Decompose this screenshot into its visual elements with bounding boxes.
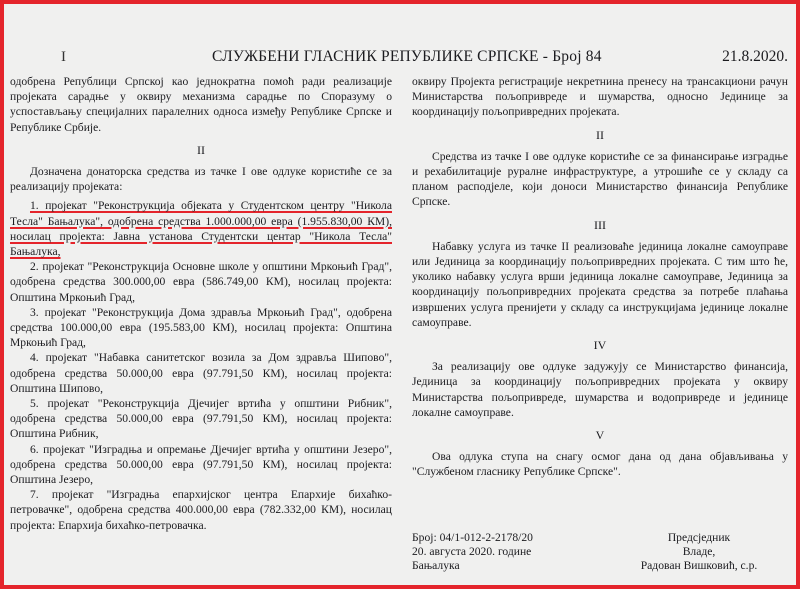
section-v-text: Ова одлука ступа на снагу осмог дана од дана објављивања у "Службеном гласнику Републике Српске".	[412, 450, 788, 479]
section-iv-title: IV	[593, 338, 607, 353]
reference-place: Бањалука	[412, 559, 460, 572]
project-item-3: 3. пројекат "Реконструкција Дома здравља Мркоњић Град", одобрена средства 100.000,00 евра (195.583,00 КМ), носилац пројекта: Општина Мркоњић Град,	[10, 305, 392, 350]
text-cursor-icon: Ι	[61, 49, 66, 65]
issue-date: 21.8.2020.	[722, 48, 788, 65]
reference-date: 20. августа 2020. године	[412, 545, 532, 558]
page-header	[4, 46, 796, 68]
signatory-role-1: Предсједник	[667, 531, 731, 544]
reference-block	[412, 531, 602, 573]
section-v-title: V	[595, 428, 605, 443]
right-intro: оквиру Пројекта регистрације некретнина пренесу на трансакциони рачун Министарства пољопривреде и шумарства, односно Јединице за координацију пољопривредних пројеката.	[412, 75, 788, 119]
reference-number: Број: 04/1-012-2-2178/20	[412, 531, 533, 544]
section-iii-text: Набавку услуга из тачке II реализоваће јединица локалне самоуправе или Јединица за координацију пољопривредних пројеката. С тим што ће, уколико набавку услуга врши јединица локалне самоуправе, Јединица за координацију пољопривредних пројеката средства за потребе плаћања извршених услуга пренијети у складу са инструкцијама јединице локалне самоуправе.	[412, 239, 788, 329]
signatory-name: Радован Вишковић, с.р.	[640, 559, 758, 572]
right-column	[412, 74, 788, 480]
signatory-block	[624, 531, 774, 573]
section-iv-text: За реализацију ове одлуке задужују се Министарство финансија, Јединица за координацију пољопривредних пројеката у оквиру Министарства пољопривреде, шумарства и водопривреде и јединице локалне самоуправе.	[412, 360, 788, 419]
left-intro: одобрена Републици Српској као једнократна помоћ ради реализације пројеката сарадње у оквиру механизма сарадње по Споразуму о успостављању специјалних паралелних односа између Републике Српске и Републике Србије.	[10, 75, 392, 134]
gazette-page	[4, 4, 796, 585]
project-item-6: 6. пројекат "Изградња и опремање Дјечијег вртића у општини Језеро", одобрена средства 50.000,00 евра (97.791,50 КМ), носилац пројекта: Општина Језеро,	[10, 442, 392, 487]
project-item-1: 1. пројекат "Реконструкција објеката у Студентском центру "Никола Тесла" Бањалука", одобрена средства 1.000.000,00 евра (1.955.830,00 КМ), носилац пројекта: Јавна установа Студентски центар "Никола Тесла" Бањалука,	[10, 199, 392, 259]
section-ii-title: II	[596, 127, 604, 142]
left-column	[10, 74, 392, 533]
left-section-ii-intro: Дозначена донаторска средства из тачке I ове одлуке користиће се за реализацију пројеката:	[10, 165, 392, 194]
gazette-title: СЛУЖБЕНИ ГЛАСНИК РЕПУБЛИКЕ СРПСКЕ - Број 84	[212, 48, 602, 65]
project-item-4: 4. пројекат "Набавка санитетског возила за Дом здравља Шипово", одобрена средства 50.000,00 евра (97.791,50 КМ), носилац пројекта: Општина Шипово,	[10, 351, 392, 395]
signatory-role-2: Владе,	[682, 545, 716, 558]
project-item-2: 2. пројекат "Реконструкција Основне школе у општини Мркоњић Град", одобрена средства 300.000,00 евра (586.749,00 КМ), носилац пројекта: Општина Мркоњић Град,	[10, 260, 392, 304]
left-section-ii-title: II	[197, 142, 205, 157]
project-item-7: 7. пројекат "Изградња епархијског центра Епархије бихаћко-петровачке", одобрена средства 400.000,00 евра (782.332,00 КМ), носилац пројекта: Епархија бихаћко-петровачка.	[10, 488, 392, 532]
section-ii-text: Средства из тачке I ове одлуке користиће се за финансирање изградње и рехабилитације руралне инфраструктуре, а утрошиће се у складу са планом расподјеле, који доноси Министарство финансија Републике Српске.	[412, 149, 788, 209]
project-item-5: 5. пројекат "Реконструкција Дјечијег вртића у општини Рибник", одобрена средства 50.000,00 евра (97.791,50 КМ), носилац пројекта: Општина Рибник,	[10, 397, 392, 441]
section-iii-title: III	[594, 217, 606, 232]
